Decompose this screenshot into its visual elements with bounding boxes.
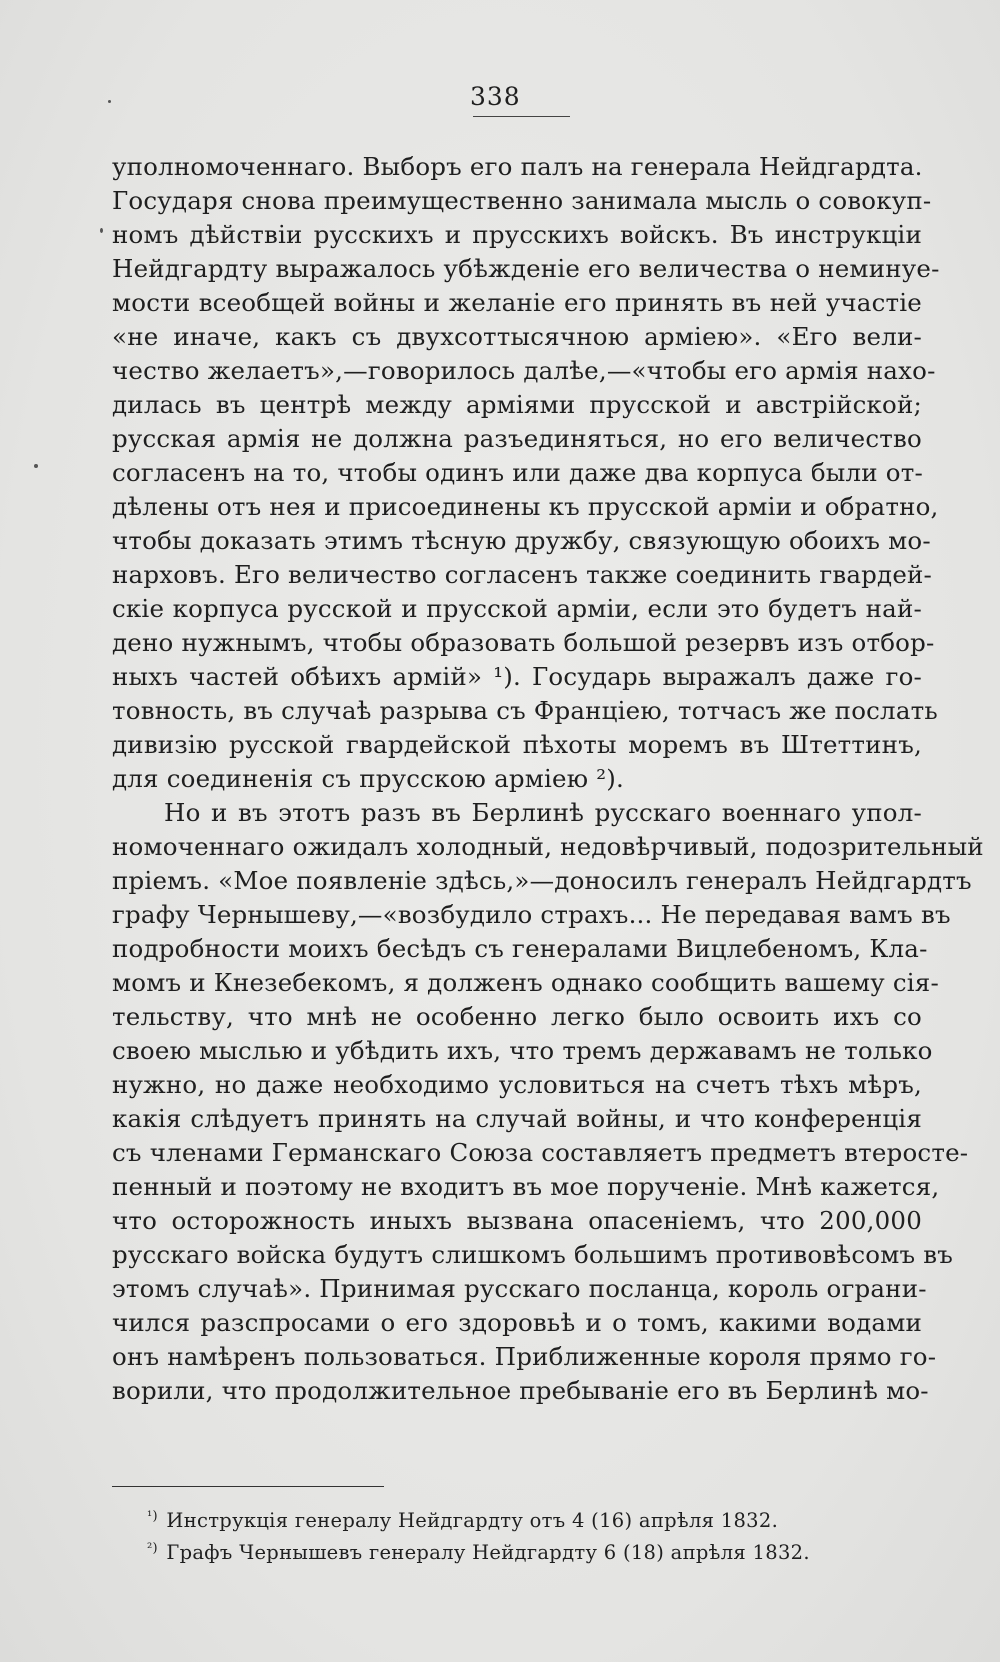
footnote-mark: ¹) (147, 1509, 158, 1524)
text-line: чество желаетъ»,—говорилось далѣе,—«чтобы его армія нахо- (112, 356, 936, 385)
text-line: номоченнаго ожидалъ холодный, недовѣрчивый, подозрительный (112, 832, 984, 861)
text-line: русскаго войска будутъ слишкомъ большимъ противовѣсомъ въ (112, 1240, 954, 1269)
text-line: уполномоченнаго. Выборъ его палъ на генерала Нейдгардта. (112, 152, 923, 181)
text-line: нужно, но даже необходимо условиться на счетъ тѣхъ мѣръ, (112, 1070, 922, 1099)
text-line: графу Чернышеву,—«возбудило страхъ... Не передавая вамъ въ (112, 900, 951, 929)
text-line: съ членами Германскаго Союза составляетъ предметъ втеросте- (112, 1138, 969, 1167)
text-line: согласенъ на то, чтобы одинъ или даже два корпуса были от- (112, 458, 923, 487)
text-line: чтобы доказать этимъ тѣсную дружбу, связующую обоихъ мо- (112, 526, 931, 555)
text-line: какія слѣдуетъ принять на случай войны, и что конференція (112, 1104, 922, 1133)
text-line: товность, въ случаѣ разрыва съ Франціею, тотчасъ же послать (112, 696, 938, 725)
text-line: дѣлены отъ нея и присоединены къ прусской арміи и обратно, (112, 492, 939, 521)
text-line: ныхъ частей обѣихъ армій» ¹). Государь выражалъ даже го- (112, 662, 922, 691)
paper-speck (34, 464, 38, 468)
text-line: мости всеобщей войны и желаніе его принять въ ней участіе (112, 288, 922, 317)
text-line: дилась въ центрѣ между арміями прусской и австрійской; (112, 390, 922, 419)
text-line: нарховъ. Его величество согласенъ также соединить гвардей- (112, 560, 933, 589)
text-line: дено нужнымъ, чтобы образовать большой резервъ изъ отбор- (112, 628, 935, 657)
text-line: пріемъ. «Мое появленіе здѣсь,»—доносилъ генералъ Нейдгардтъ (112, 866, 972, 895)
text-line: «не иначе, какъ съ двухсоттысячною арміею». «Его вели- (112, 322, 922, 351)
text-line: дивизію русской гвардейской пѣхоты моремъ въ Штеттинъ, (112, 730, 922, 759)
footnotes (147, 1505, 907, 1569)
body-text (112, 150, 984, 1408)
text-line: чился разспросами о его здоровьѣ и о томъ, какими водами (112, 1308, 922, 1337)
text-line: скіе корпуса русской и прусской арміи, если это будетъ най- (112, 594, 922, 623)
footnote-mark: ²) (147, 1541, 158, 1556)
text-line: Государя снова преимущественно занимала мысль о совокуп- (112, 186, 932, 215)
footnote (147, 1505, 907, 1537)
text-line: подробности моихъ бесѣдъ съ генералами Вицлебеномъ, Кла- (112, 934, 928, 963)
text-line: пенный и поэтому не входитъ въ мое порученіе. Мнѣ кажется, (112, 1172, 940, 1201)
text-line: что осторожность иныхъ вызвана опасеніемъ, что 200,000 (112, 1206, 922, 1235)
page-number: 338 (470, 82, 521, 111)
text-line: тельству, что мнѣ не особенно легко было освоить ихъ со (112, 1002, 922, 1031)
text-line: ворили, что продолжительное пребываніе его въ Берлинѣ мо- (112, 1376, 929, 1405)
paper-speck (100, 228, 103, 233)
text-line: номъ дѣйствіи русскихъ и прусскихъ войскъ. Въ инструкціи (112, 220, 922, 249)
paper-speck (108, 100, 111, 103)
text-line: для соединенія съ прусскою арміею ²). (112, 764, 625, 793)
footnote-text: Графъ Чернышевъ генералу Нейдгардту 6 (18) апрѣля 1832. (166, 1541, 810, 1564)
text-line: русская армія не должна разъединяться, но его величество (112, 424, 922, 453)
footnote-text: Инструкція генералу Нейдгардту отъ 4 (16) апрѣля 1832. (166, 1509, 779, 1532)
footnote-separator (112, 1486, 384, 1487)
text-line: этомъ случаѣ». Принимая русскаго посланца, король ограни- (112, 1274, 927, 1303)
footnote (147, 1537, 907, 1569)
text-line: Нейдгардту выражалось убѣжденіе его величества о неминуе- (112, 254, 940, 283)
text-line: онъ намѣренъ пользоваться. Приближенные короля прямо го- (112, 1342, 937, 1371)
page-number-rule (473, 116, 570, 117)
text-line: Но и въ этотъ разъ въ Берлинѣ русскаго военнаго упол- (164, 798, 922, 827)
text-line: своею мыслью и убѣдить ихъ, что тремъ державамъ не только (112, 1036, 933, 1065)
text-line: момъ и Кнезебекомъ, я долженъ однако сообщить вашему сія- (112, 968, 939, 997)
